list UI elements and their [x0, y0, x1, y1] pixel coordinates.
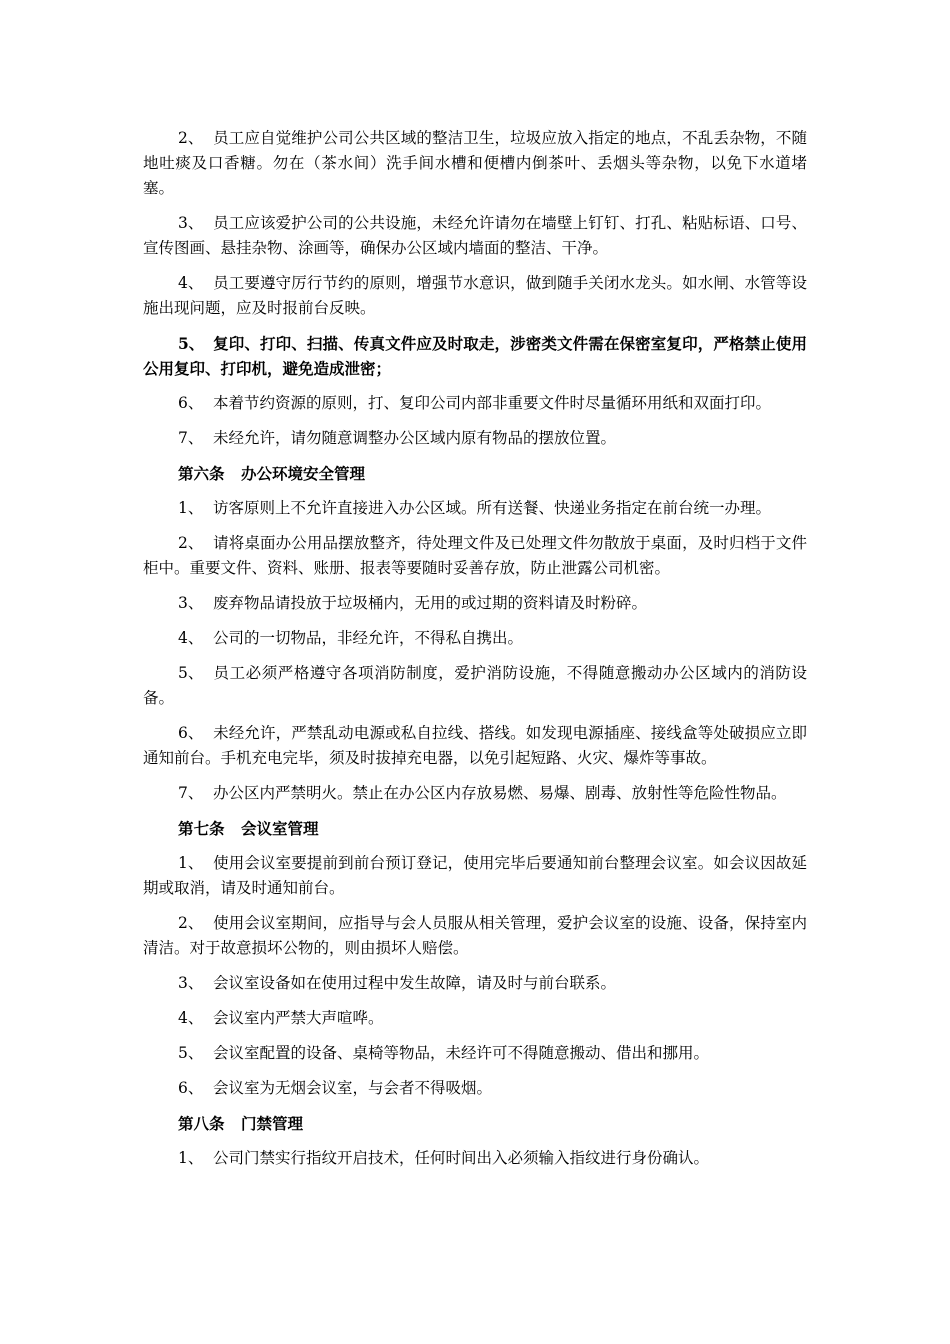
item-number: 7、: [178, 784, 204, 802]
section-title: 办公环境安全管理: [241, 464, 366, 483]
section-number: 第七条: [178, 819, 225, 838]
list-item: [143, 591, 807, 616]
list-item: [143, 661, 807, 711]
item-text: 未经允许，请勿随意调整办公区域内原有物品的摆放位置。: [213, 429, 617, 447]
item-text: 未经允许，严禁乱动电源或私自拉线、搭线。如发现电源插座、接线盒等处破损应立即通知前台。手机充电完毕，须及时拔掉充电器，以免引起短路、火灾、爆炸等事故。: [143, 724, 807, 767]
item-text: 公司门禁实行指纹开启技术，任何时间出入必须输入指纹进行身份确认。: [213, 1149, 710, 1167]
item-text: 废弃物品请投放于垃圾桶内，无用的或过期的资料请及时粉碎。: [213, 594, 648, 612]
list-item: [143, 1006, 807, 1031]
list-item: [143, 721, 807, 771]
section-heading: [143, 816, 807, 841]
list-item: [143, 496, 807, 521]
item-text: 会议室内严禁大声喧哗。: [213, 1009, 384, 1027]
item-text: 会议室设备如在使用过程中发生故障，请及时与前台联系。: [213, 974, 617, 992]
item-number: 5、: [178, 334, 205, 353]
list-item: [143, 626, 807, 651]
item-text: 本着节约资源的原则，打、复印公司内部非重要文件时尽量循环用纸和双面打印。: [213, 394, 772, 412]
item-text: 访客原则上不允许直接进入办公区域。所有送餐、快递业务指定在前台统一办理。: [213, 499, 772, 517]
item-text: 员工必须严格遵守各项消防制度，爱护消防设施，不得随意搬动办公区域内的消防设备。: [143, 664, 807, 707]
item-number: 1、: [178, 854, 204, 872]
section-heading: [143, 1111, 807, 1136]
item-text: 使用会议室期间，应指导与会人员服从相关管理，爱护会议室的设施、设备，保持室内清洁。对于故意损坏公物的，则由损坏人赔偿。: [143, 914, 807, 957]
item-number: 4、: [178, 629, 204, 647]
list-item: [143, 211, 807, 261]
list-item: [143, 531, 807, 581]
item-text: 会议室配置的设备、桌椅等物品，未经许可不得随意搬动、借出和挪用。: [213, 1044, 710, 1062]
item-number: 2、: [178, 129, 204, 147]
section-number: 第六条: [178, 464, 225, 483]
item-text: 请将桌面办公用品摆放整齐，待处理文件及已处理文件勿散放于桌面，及时归档于文件柜中。重要文件、资料、账册、报表等要随时妥善存放，防止泄露公司机密。: [143, 534, 807, 577]
list-item-bold: [143, 331, 807, 381]
item-text: 员工要遵守厉行节约的原则，增强节水意识，做到随手关闭水龙头。如水闸、水管等设施出现问题，应及时报前台反映。: [143, 274, 807, 317]
list-item: [143, 1041, 807, 1066]
item-number: 6、: [178, 394, 204, 412]
item-text: 会议室为无烟会议室，与会者不得吸烟。: [213, 1079, 493, 1097]
item-text: 公司的一切物品，非经允许，不得私自携出。: [213, 629, 524, 647]
list-item: [143, 1146, 807, 1171]
item-number: 4、: [178, 1009, 204, 1027]
list-item: [143, 426, 807, 451]
item-text: 使用会议室要提前到前台预订登记，使用完毕后要通知前台整理会议室。如会议因故延期或取消，请及时通知前台。: [143, 854, 807, 897]
item-number: 5、: [178, 664, 204, 682]
item-number: 5、: [178, 1044, 204, 1062]
list-item: [143, 126, 807, 201]
item-number: 7、: [178, 429, 204, 447]
section-title: 会议室管理: [241, 819, 319, 838]
list-item: [143, 851, 807, 901]
list-item: [143, 391, 807, 416]
item-number: 6、: [178, 1079, 204, 1097]
item-number: 3、: [178, 974, 204, 992]
document-page: [143, 126, 807, 1181]
item-number: 6、: [178, 724, 204, 742]
section-number: 第八条: [178, 1114, 225, 1133]
item-number: 3、: [178, 594, 204, 612]
item-number: 1、: [178, 1149, 204, 1167]
list-item: [143, 971, 807, 996]
list-item: [143, 911, 807, 961]
list-item: [143, 1076, 807, 1101]
item-number: 2、: [178, 534, 204, 552]
item-text: 员工应该爱护公司的公共设施，未经允许请勿在墙壁上钉钉、打孔、粘贴标语、口号、宣传图画、悬挂杂物、涂画等，确保办公区域内墙面的整洁、干净。: [143, 214, 807, 257]
section-heading: [143, 461, 807, 486]
list-item: [143, 271, 807, 321]
list-item: [143, 781, 807, 806]
item-text: 复印、打印、扫描、传真文件应及时取走，涉密类文件需在保密室复印，严格禁止使用公用复印、打印机，避免造成泄密；: [143, 334, 807, 378]
item-number: 3、: [178, 214, 204, 232]
item-text: 办公区内严禁明火。禁止在办公区内存放易燃、易爆、剧毒、放射性等危险性物品。: [213, 784, 787, 802]
item-number: 1、: [178, 499, 204, 517]
item-number: 2、: [178, 914, 204, 932]
item-number: 4、: [178, 274, 204, 292]
item-text: 员工应自觉维护公司公共区域的整洁卫生，垃圾应放入指定的地点，不乱丢杂物，不随地吐痰及口香糖。勿在（茶水间）洗手间水槽和便槽内倒茶叶、丢烟头等杂物，以免下水道堵塞。: [143, 129, 807, 197]
section-title: 门禁管理: [241, 1114, 304, 1133]
